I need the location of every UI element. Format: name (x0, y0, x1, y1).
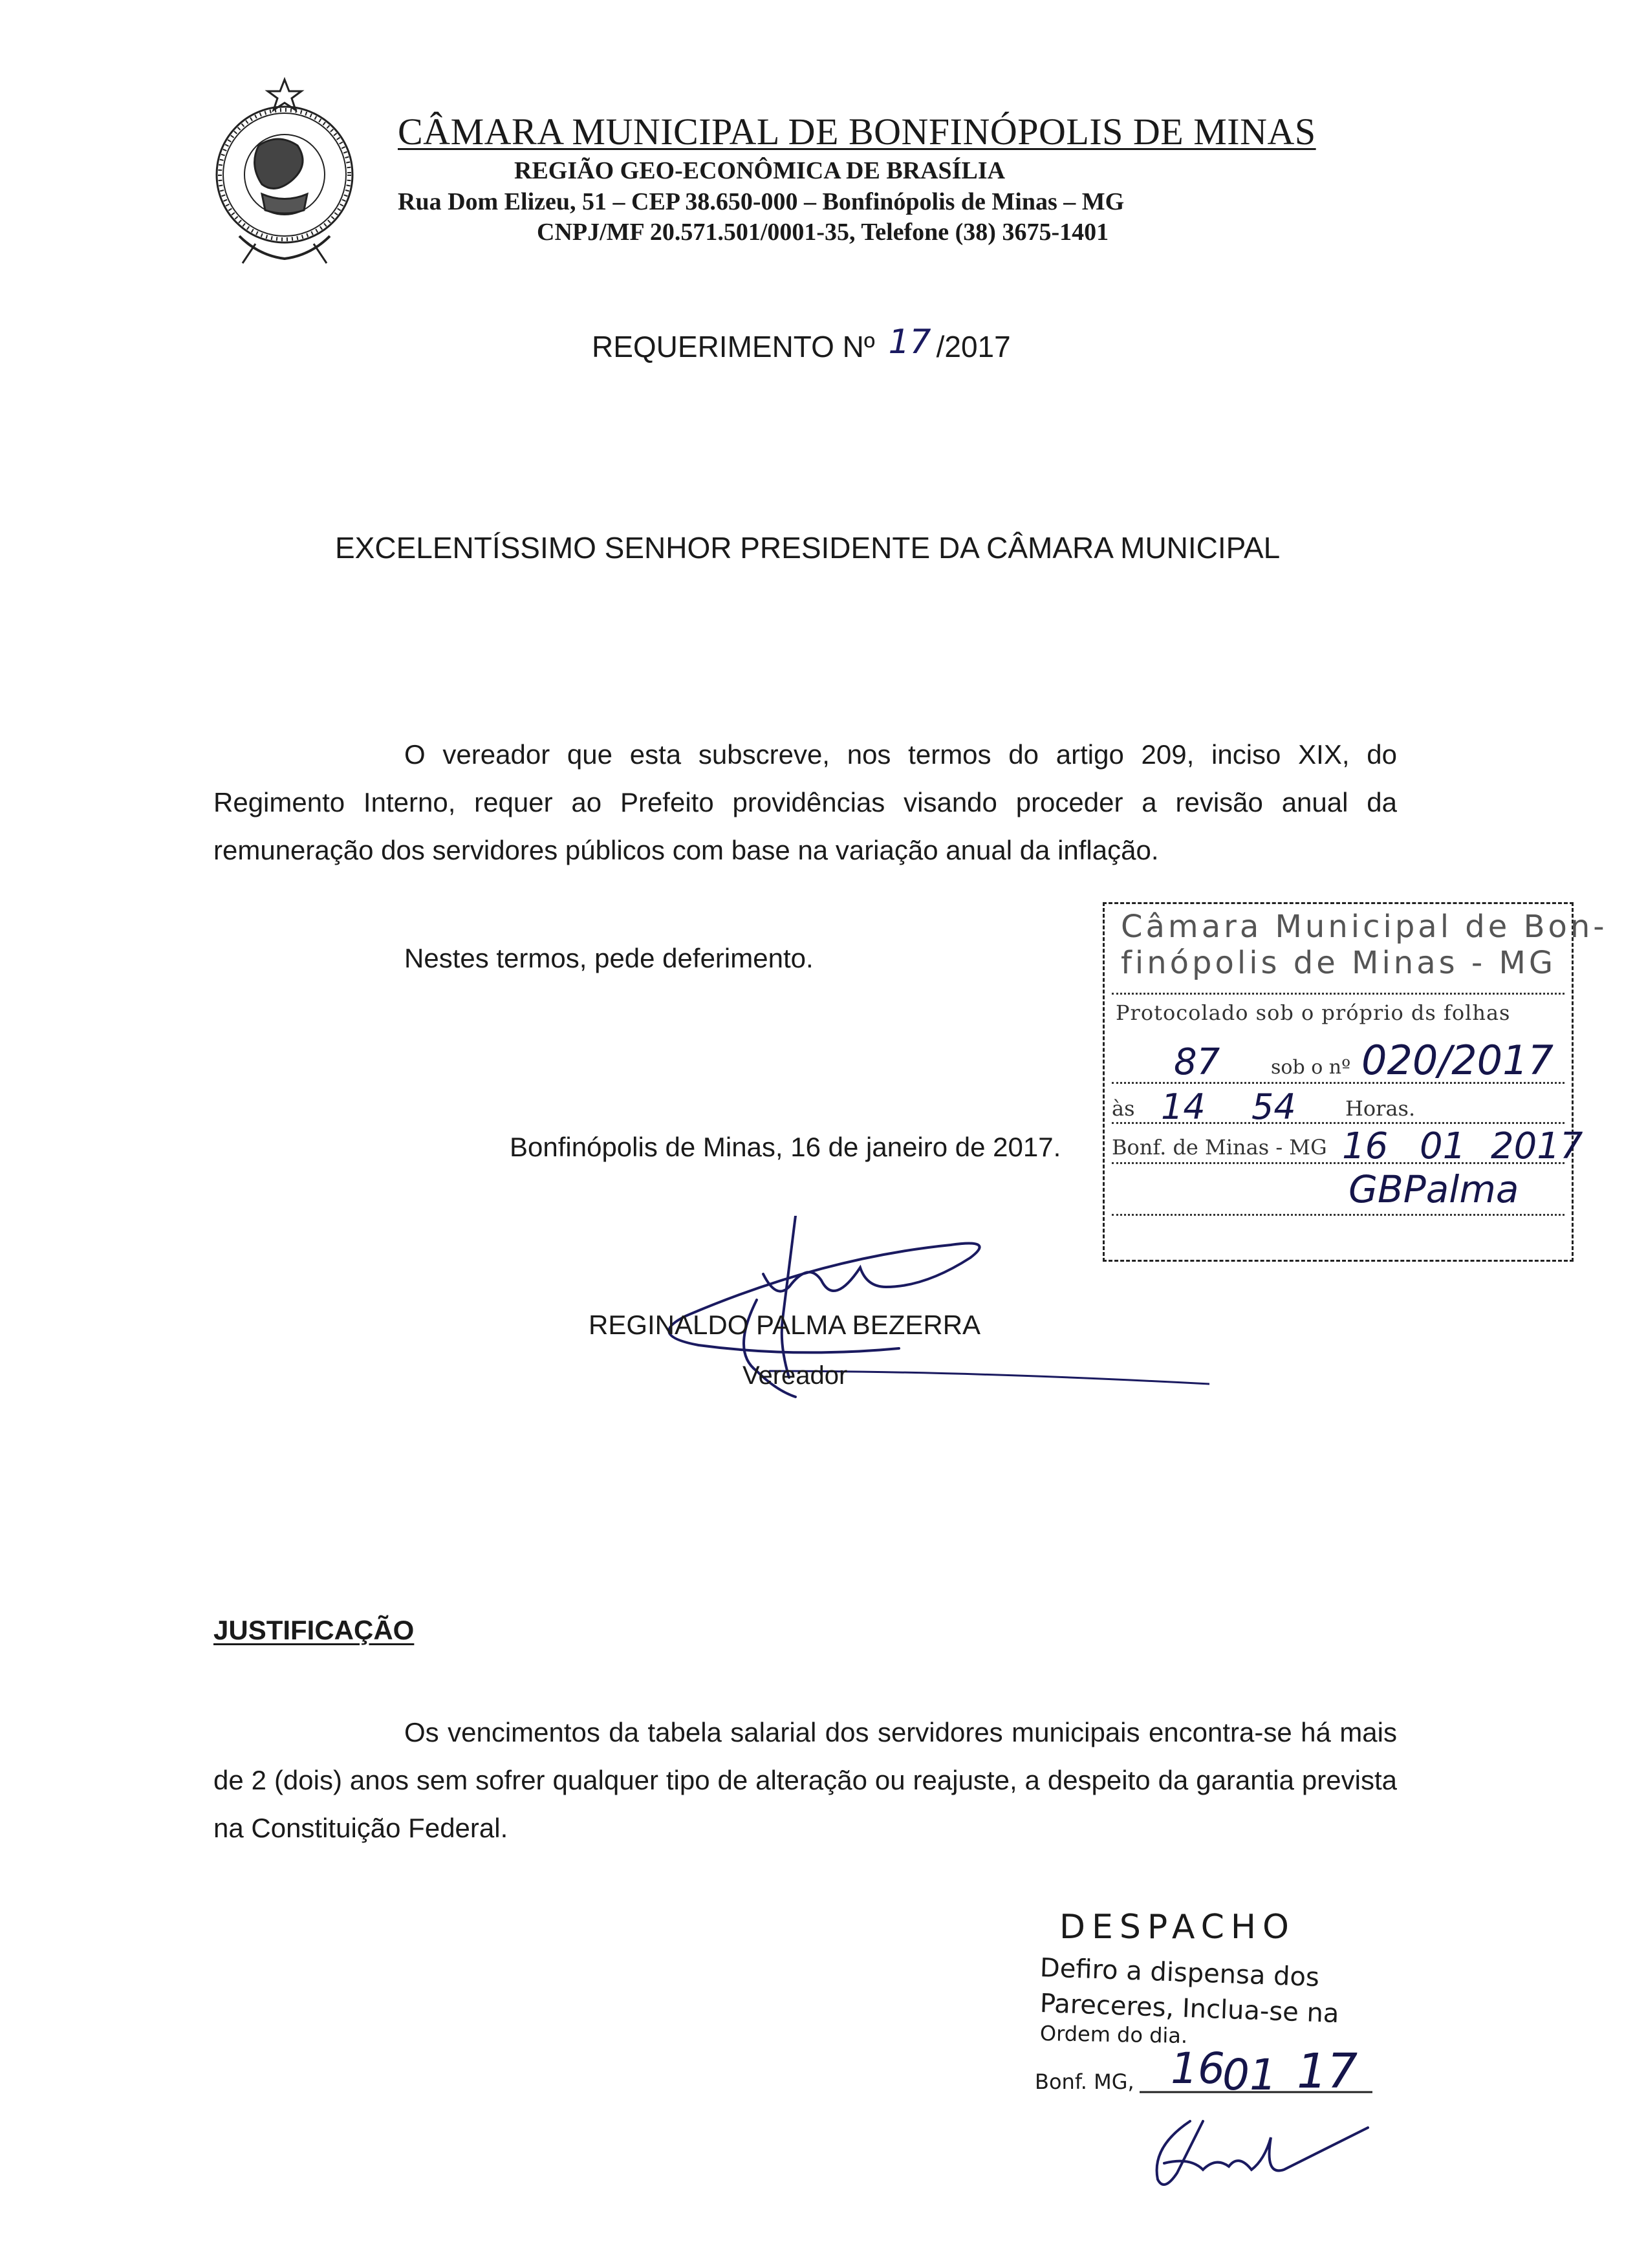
despacho-month: 01 (1222, 2050, 1277, 2100)
stamp-hour: 14 (1161, 1086, 1206, 1127)
stamp-sob-label: sob o nº (1271, 1056, 1351, 1079)
stamp-org-line1: Câmara Municipal de Bon- (1121, 909, 1608, 945)
despacho-line1: Defiro a dispensa dos (1039, 1953, 1320, 1993)
header-address: Rua Dom Elizeu, 51 – CEP 38.650-000 – Bonfinópolis de Minas – MG (398, 188, 1125, 215)
header-region: REGIÃO GEO-ECONÔMICA DE BRASÍLIA (514, 157, 1006, 184)
stamp-minute: 54 (1251, 1086, 1296, 1127)
despacho-line3: Ordem do dia. (1039, 2021, 1188, 2048)
stamp-divider (1112, 993, 1565, 995)
stamp-year: 2017 (1491, 1125, 1583, 1167)
despacho-title: DESPACHO (1059, 1908, 1295, 1947)
despacho-year: 17 (1297, 2044, 1358, 2099)
despacho-line2: Pareceres, Inclua-se na (1039, 1989, 1340, 2029)
stamp-line (1112, 1122, 1565, 1124)
justification-paragraph: Os vencimentos da tabela salarial dos servidores municipais encontra-se há mais de 2 (dois) anos sem sofrer qualquer tipo de alteração ou reajuste, a despeito da garantia prevista na Constituição Federal. (213, 1717, 1397, 1843)
salutation: EXCELENTÍSSIMO SENHOR PRESIDENTE DA CÂMARA MUNICIPAL (335, 531, 1281, 565)
requerimento-line (592, 323, 1011, 365)
municipal-seal-icon (194, 74, 375, 272)
requerimento-suffix: /2017 (936, 330, 1011, 363)
stamp-pages: 87 (1174, 1041, 1220, 1083)
date-line: Bonfinópolis de Minas, 16 de janeiro de 2017. (510, 1132, 1061, 1162)
stamp-horas-label: Horas. (1345, 1096, 1416, 1121)
stamp-org-line2: finópolis de Minas - MG (1121, 945, 1557, 981)
stamp-day: 16 (1342, 1125, 1389, 1167)
header-title: CÂMARA MUNICIPAL DE BONFINÓPOLIS DE MINAS (398, 111, 1316, 153)
signatory-name: REGINALDO PALMA BEZERRA (589, 1310, 981, 1340)
stamp-city-label: Bonf. de Minas - MG (1112, 1135, 1327, 1160)
stamp-line (1112, 1162, 1565, 1164)
despacho-place: Bonf. MG, (1035, 2069, 1134, 2094)
closing-text: Nestes termos, pede deferimento. (404, 943, 814, 973)
stamp-month: 01 (1420, 1125, 1466, 1167)
despacho-date-underline (1140, 2086, 1372, 2099)
requerimento-prefix: REQUERIMENTO Nº (592, 330, 875, 363)
header-cnpj: CNPJ/MF 20.571.501/0001-35, Telefone (38) 3675-1401 (537, 219, 1109, 246)
stamp-as-label: às (1112, 1096, 1135, 1121)
despacho-day: 16 (1171, 2044, 1225, 2093)
stamp-protocol-label: Protocolado sob o próprio ds folhas (1116, 1000, 1511, 1025)
justification-heading: JUSTIFICAÇÃO (213, 1615, 415, 1645)
stamp-rubric: GBPalma (1348, 1167, 1519, 1211)
requerimento-number: 17 (888, 323, 931, 362)
stamp-code: 020/2017 (1361, 1037, 1554, 1084)
request-paragraph: O vereador que esta subscreve, nos termos do artigo 209, inciso XIX, do Regimento Interno, requer ao Prefeito providências visando proceder a revisão anual da remuneração dos servidores públicos com base na variação anual da inflação. (213, 739, 1397, 865)
protocol-stamp (1103, 902, 1608, 1264)
signatory-role: Vereador (742, 1361, 848, 1390)
stamp-line (1112, 1214, 1565, 1216)
despacho-signature-icon (1132, 2102, 1403, 2199)
